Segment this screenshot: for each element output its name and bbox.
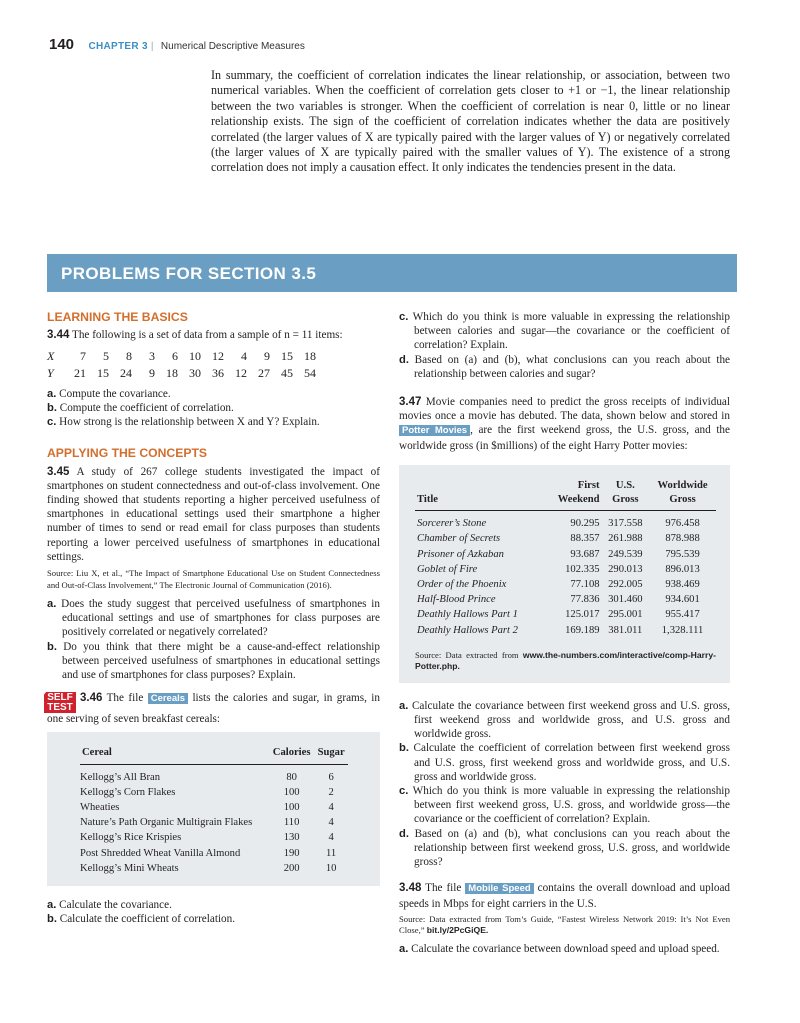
table-header-row (80, 744, 348, 764)
worldwide-gross-cell: 795.539 (665, 548, 700, 560)
sugar-cell: 6 (328, 771, 334, 783)
worldwide-gross-cell: 955.417 (665, 609, 700, 621)
col-header: Cereal (80, 744, 269, 764)
problem-number: 3.47 (399, 396, 422, 409)
table-row (80, 861, 348, 876)
movie-title: Chamber of Secrets (417, 533, 501, 545)
y-label: Y (47, 365, 54, 380)
problem-number: 3.46 (80, 692, 103, 705)
summary-paragraph: In summary, the coefficient of correlation indicates the linear relationship, or association, between two numerical variables. When the coefficient of correlation gets closer to +1 or −1, the linear relationship between the two variables is stronger. When the coefficient of correlation is near 0, little or no linear relationship exists. The sign of the coefficient of correlation indicates whether the data are positively correlated (the larger values of X are typically paired with the larger values of Y) or negatively correlated (the larger values of X are typically paired with the smaller values of Y). The existence of a strong correlation does not imply a causation effect. It only indicates the tendencies present in the data. (211, 68, 730, 175)
col-header: Sugar (314, 744, 348, 764)
table-row (80, 800, 348, 815)
problem-3-46-b (47, 912, 380, 926)
xy-data-table (47, 348, 316, 380)
movie-title: Deathly Hallows Part 2 (417, 624, 518, 636)
problem-text: The following is a set of data from a sample of n = 11 items: (72, 329, 343, 342)
movie-title: Prisoner of Azkaban (417, 548, 504, 560)
y-value: 54 (304, 365, 316, 380)
table-row (80, 846, 348, 861)
us-gross-cell: 249.539 (608, 548, 643, 560)
cereal-name: Kellogg’s Rice Krispies (80, 832, 182, 844)
item-label: a. (47, 387, 57, 400)
problem-3-44-b (47, 401, 380, 415)
us-gross-cell: 381.011 (608, 624, 643, 636)
item-label: c. (399, 785, 409, 798)
problem-text: The file (106, 692, 144, 705)
chapter-title: Numerical Descriptive Measures (160, 41, 305, 52)
problem-3-48-a (399, 942, 730, 956)
header-divider: | (150, 41, 154, 52)
x-value: 18 (304, 349, 316, 364)
applying-concepts-heading: APPLYING THE CONCEPTS (47, 446, 208, 461)
potter-table-box (399, 465, 730, 683)
worldwide-gross-cell: 938.469 (665, 579, 700, 591)
problem-3-46-a (47, 898, 380, 912)
problem-text-cont: , are the first weekend gross, the U.S. gross, and the worldwide gross (in $millions) of the eight Harry Potter movies: (399, 424, 730, 452)
table-row (415, 511, 716, 532)
y-value: 21 (74, 365, 86, 380)
first-weekend-cell: 93.687 (570, 548, 600, 560)
calories-cell: 200 (283, 862, 300, 874)
x-value: 6 (172, 349, 178, 364)
first-weekend-cell: 88.357 (570, 533, 600, 545)
self-label: SELF (44, 692, 76, 703)
y-value: 30 (189, 365, 201, 380)
y-value: 15 (97, 365, 109, 380)
sugar-cell: 4 (328, 817, 334, 829)
worldwide-gross-cell: 934.601 (665, 594, 700, 606)
item-label: a. (399, 942, 409, 955)
table-row (415, 623, 716, 638)
y-row (47, 365, 316, 381)
col-header: Title (415, 477, 545, 511)
item-text: Calculate the covariance between first weekend gross and U.S. gross, first weekend gross and worldwide gross, and U.S. gross and worldwide gross. (411, 699, 730, 741)
table-row (415, 531, 716, 546)
x-value: 15 (281, 349, 293, 364)
file-tag-potter-movies[interactable]: Potter Movies (399, 425, 470, 436)
movie-title: Half-Blood Prince (417, 594, 496, 606)
problem-3-47-b (399, 741, 730, 784)
movie-title: Sorcerer’s Stone (417, 518, 487, 530)
item-text: Based on (a) and (b), what conclusions can you reach about the relationship between calories and sugar? (414, 353, 731, 380)
calories-cell: 80 (286, 771, 297, 783)
table-row (80, 830, 348, 845)
item-text: Compute the coefficient of correlation. (59, 402, 234, 415)
y-value: 27 (258, 365, 270, 380)
source-note (399, 914, 730, 937)
cereal-table (80, 744, 348, 876)
col-header-line: U.S. (615, 479, 635, 491)
problem-3-46 (37, 688, 380, 726)
x-value: 3 (149, 349, 155, 364)
item-text: Based on (a) and (b), what conclusions can you reach about the relationship between first weekend gross, U.S. gross, and worldwide gross? (414, 827, 731, 869)
sugar-cell: 4 (328, 832, 334, 844)
col-header (602, 477, 650, 511)
source-prefix: Source: Data extracted from (415, 649, 519, 660)
us-gross-cell: 261.988 (608, 533, 643, 545)
item-text: How strong is the relationship between X and Y? Explain. (59, 416, 320, 429)
file-tag-cereals[interactable]: Cereals (148, 693, 188, 704)
first-weekend-cell: 90.295 (570, 518, 600, 530)
problem-3-45 (47, 465, 380, 564)
problem-3-47-a (399, 699, 730, 742)
chapter-label: CHAPTER 3 (88, 41, 148, 52)
item-label: b. (47, 402, 57, 415)
cereal-table-body (80, 764, 348, 876)
item-label: b. (47, 913, 57, 926)
cereal-name: Nature’s Path Organic Multigrain Flakes (80, 817, 253, 829)
page-number: 140 (49, 36, 75, 53)
problem-number: 3.48 (399, 882, 422, 895)
item-label: c. (399, 311, 409, 323)
calories-cell: 100 (283, 802, 300, 814)
us-gross-cell: 292.005 (608, 579, 643, 591)
us-gross-cell: 317.558 (608, 518, 643, 530)
table-row (415, 607, 716, 622)
potter-table (415, 477, 716, 638)
left-column (37, 310, 380, 927)
y-value: 45 (281, 365, 293, 380)
item-text: Compute the covariance. (59, 387, 171, 400)
check-icon: ✓ (37, 688, 48, 704)
source-url[interactable]: www.the-numbers.com/interactive/comp-Harry-Potter.php. (415, 649, 716, 672)
col-header-line: Gross (669, 494, 696, 506)
problem-3-47-c (399, 784, 730, 827)
col-header (649, 477, 716, 511)
problem-3-47-d (399, 827, 730, 870)
source-note (415, 650, 716, 673)
learning-basics-heading: LEARNING THE BASICS (47, 310, 188, 324)
worldwide-gross-cell: 878.988 (665, 533, 700, 545)
col-header-line: Gross (612, 494, 639, 506)
problem-3-44-a (47, 387, 380, 401)
sugar-cell: 10 (325, 862, 337, 874)
x-value: 5 (103, 349, 109, 364)
x-value: 12 (212, 349, 224, 364)
x-value: 7 (80, 349, 86, 364)
item-text: Calculate the coefficient of correlation between first weekend gross and U.S. gross, first weekend gross and worldwide gross, and U.S. gross and worldwide gross. (413, 742, 730, 783)
x-label: X (47, 349, 55, 364)
table-header-row (415, 477, 716, 511)
section-banner (47, 254, 737, 292)
col-header-line: First (577, 479, 600, 491)
test-label: TEST (44, 703, 76, 713)
item-text: Do you think that there might be a cause-and-effect relationship between perceived usefulness of smartphones in educational settings and use of smartphones for class purposes? Explain. (62, 640, 380, 682)
item-label: b. (47, 640, 57, 653)
item-text: Calculate the coefficient of correlation. (59, 913, 236, 926)
problem-text: Movie companies need to predict the gross receipts of individual movies once a movie has debuted. The data, shown below and stored in (399, 396, 730, 423)
item-text: Which do you think is more valuable in expressing the relationship between first weekend gross, U.S. gross, and worldwide gross—the covariance or the coefficient of correlation? Explain. (412, 785, 730, 826)
first-weekend-cell: 102.335 (565, 563, 600, 575)
running-header (49, 36, 305, 54)
right-column (399, 310, 730, 956)
item-label: b. (399, 742, 409, 755)
x-value: 8 (126, 349, 132, 364)
item-label: a. (399, 699, 409, 712)
y-value: 18 (166, 365, 178, 380)
cereal-name: Post Shredded Wheat Vanilla Almond (80, 847, 241, 859)
problem-text-cont: lists the calories and sugar, in grams, in one serving of seven breakfast cereals: (47, 692, 380, 726)
table-row (80, 815, 348, 830)
sugar-cell: 2 (328, 786, 334, 798)
problem-3-44-c (47, 415, 380, 429)
x-value: 10 (189, 349, 201, 364)
first-weekend-cell: 77.108 (570, 579, 600, 591)
col-header: Calories (269, 744, 314, 764)
first-weekend-cell: 125.017 (565, 609, 600, 621)
cereal-name: Kellogg’s Mini Wheats (80, 862, 179, 874)
item-text: Calculate the covariance between download speed and upload speed. (411, 942, 720, 955)
item-text: Does the study suggest that perceived usefulness of smartphones in educational settings and use of smartphones for class purposes are positively correlated or negatively correlated? (61, 598, 380, 639)
source-note: Source: Liu X, et al., “The Impact of Smartphone Educational Use on Student Connectedness and Out-of-Class Involvement,” The Electronic Journal of Communication (2016). (47, 568, 380, 590)
problem-number: 3.45 (47, 465, 70, 478)
us-gross-cell: 295.001 (608, 609, 643, 621)
first-weekend-cell: 169.189 (565, 624, 600, 636)
col-header-line: Worldwide (657, 479, 708, 491)
item-label: a. (47, 598, 57, 611)
us-gross-cell: 301.460 (608, 594, 643, 606)
cereal-name: Kellogg’s Corn Flakes (80, 786, 176, 798)
problem-3-47 (399, 395, 730, 453)
item-label: d. (399, 827, 409, 840)
table-row (415, 547, 716, 562)
movie-title: Goblet of Fire (417, 563, 478, 575)
col-header-line: Weekend (557, 494, 600, 506)
item-text: Calculate the covariance. (59, 899, 172, 912)
section-title: PROBLEMS FOR SECTION 3.5 (61, 264, 317, 283)
y-value: 12 (235, 365, 247, 380)
problem-3-44 (47, 328, 380, 342)
problem-3-45-b (47, 640, 380, 683)
col-header (545, 477, 602, 511)
item-label: c. (47, 416, 57, 429)
self-test-badge (37, 688, 76, 714)
sugar-cell: 11 (326, 847, 337, 859)
file-tag-mobile-speed[interactable]: Mobile Speed (465, 883, 533, 894)
calories-cell: 100 (283, 786, 300, 798)
x-row (47, 348, 316, 364)
problem-3-45-d (399, 353, 730, 381)
calories-cell: 190 (283, 847, 300, 859)
problem-text: The file (425, 882, 462, 895)
us-gross-cell: 290.013 (608, 563, 643, 575)
cereal-name: Wheaties (80, 802, 120, 814)
sugar-cell: 4 (328, 802, 334, 814)
source-link[interactable]: bit.ly/2PcGiQE. (426, 925, 489, 936)
movie-title: Order of the Phoenix (417, 579, 507, 591)
worldwide-gross-cell: 1,328.111 (661, 624, 704, 636)
y-value: 24 (120, 365, 132, 380)
movie-title: Deathly Hallows Part 1 (417, 609, 518, 621)
calories-cell: 110 (283, 817, 300, 829)
first-weekend-cell: 77.836 (570, 594, 600, 606)
item-text: Which do you think is more valuable in expressing the relationship between calories and sugar—the covariance or the coefficient of correlation? Explain. (412, 311, 730, 352)
source-prefix: Source: Data extracted from Tom’s Guide, “Fastest Wireless Network 2019: It’s Not Even Close,” (399, 913, 730, 936)
table-row (80, 785, 348, 800)
problem-3-48 (399, 881, 730, 910)
table-row (415, 562, 716, 577)
problem-3-45-a (47, 597, 380, 640)
cereal-table-box (47, 732, 380, 886)
item-label: a. (47, 899, 57, 912)
worldwide-gross-cell: 896.013 (665, 563, 700, 575)
table-row (415, 592, 716, 607)
cereal-name: Kellogg’s All Bran (80, 771, 161, 783)
table-row (415, 577, 716, 592)
y-value: 36 (212, 365, 224, 380)
x-value: 9 (264, 349, 270, 364)
item-label: d. (399, 353, 409, 366)
problem-text-cont: contains the overall download and upload speeds in Mbps for eight carriers in the U.S. (399, 882, 730, 910)
worldwide-gross-cell: 976.458 (665, 518, 700, 530)
x-value: 4 (241, 349, 247, 364)
y-value: 9 (149, 365, 155, 380)
calories-cell: 130 (283, 832, 300, 844)
problem-3-45-c (399, 310, 730, 353)
problem-number: 3.44 (47, 329, 70, 342)
table-row (80, 764, 348, 785)
potter-table-body (415, 511, 716, 638)
problem-text: A study of 267 college students investigated the impact of smartphones on student connectedness and out-of-class involvement. One finding showed that students reporting a higher perceived usefulness of smartphones in educational settings used their smartphone a higher number of times to send or read email for class purposes than students reporting a lower perceived usefulness of smartphones in educational settings. (47, 465, 380, 563)
